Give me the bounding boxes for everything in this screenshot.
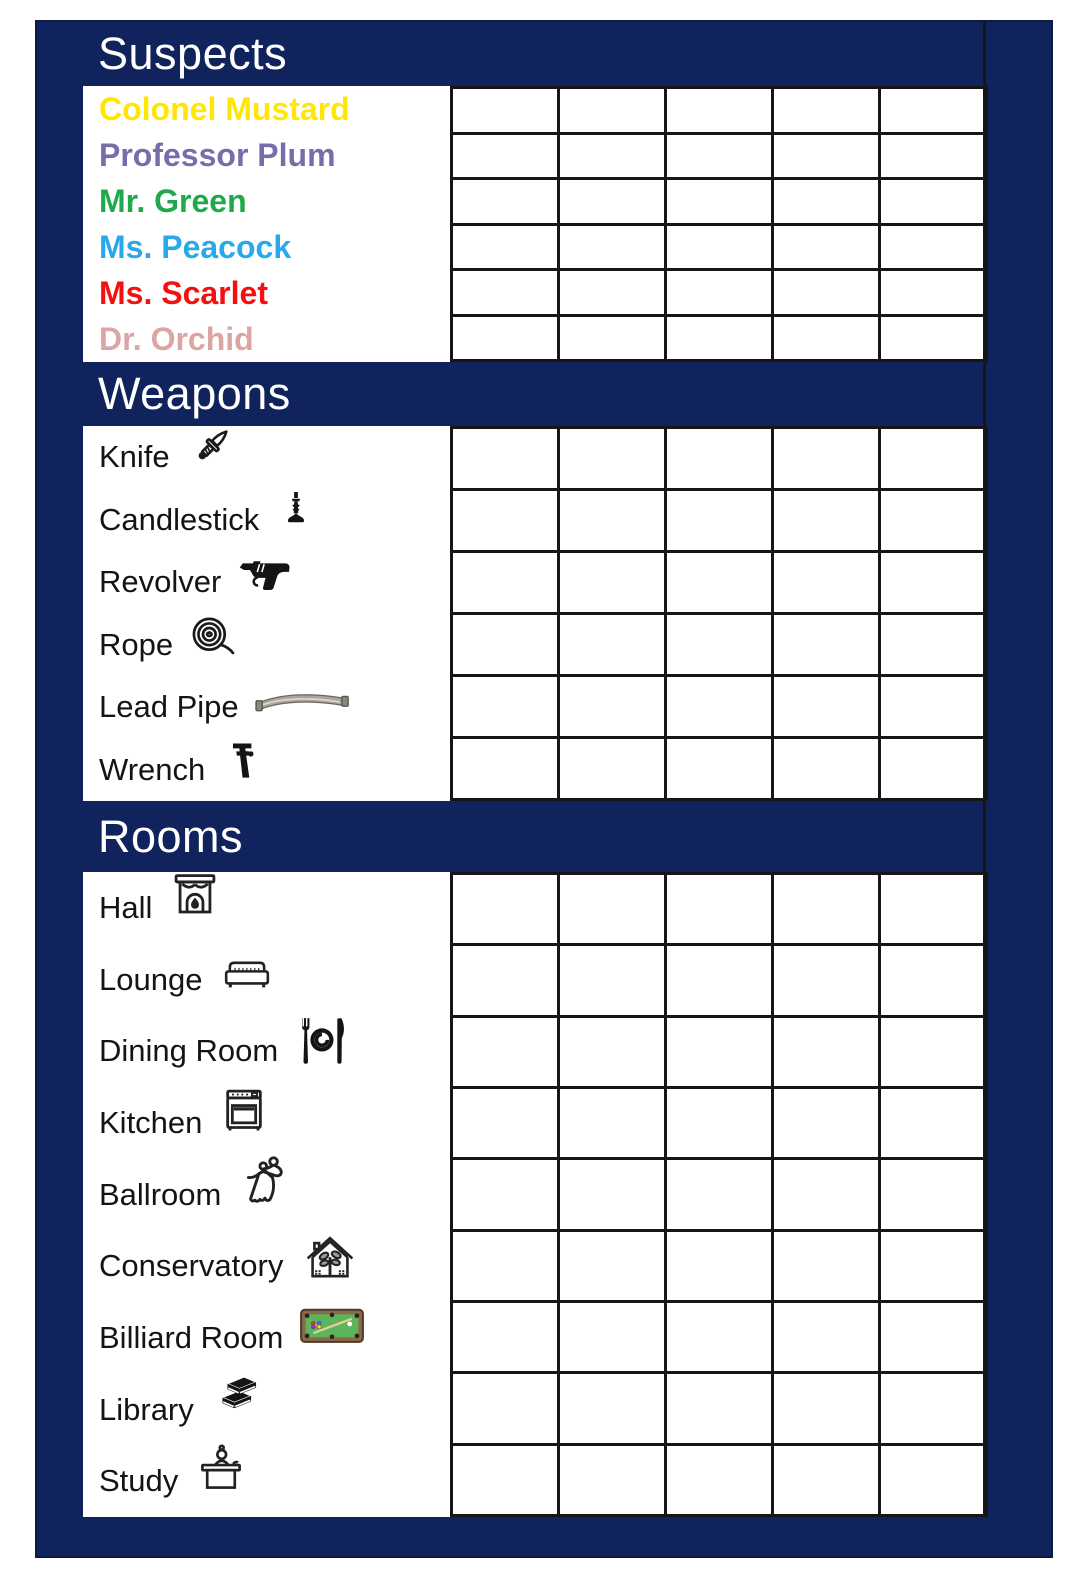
room-grid-cell[interactable] bbox=[560, 1446, 664, 1514]
room-grid-cell[interactable] bbox=[453, 946, 557, 1014]
suspect-grid-cell[interactable] bbox=[560, 271, 664, 314]
section-title: Rooms bbox=[98, 810, 244, 862]
weapon-grid-cell[interactable] bbox=[560, 491, 664, 550]
books-icon bbox=[208, 1372, 266, 1422]
dagger-icon bbox=[184, 422, 236, 474]
suspects-body bbox=[83, 86, 1051, 362]
room-grid-cell[interactable] bbox=[667, 1303, 771, 1371]
suspect-row bbox=[83, 86, 450, 132]
weapon-grid-cell[interactable] bbox=[881, 739, 985, 798]
suspect-grid-cell[interactable] bbox=[881, 135, 985, 178]
room-row bbox=[83, 1445, 450, 1517]
section-title: Weapons bbox=[98, 368, 291, 419]
weapon-label: Lead Pipe bbox=[99, 689, 239, 725]
room-label: Lounge bbox=[99, 961, 203, 997]
lead-pipe-icon bbox=[253, 685, 351, 712]
suspect-row bbox=[83, 132, 450, 178]
room-label: Ballroom bbox=[99, 1176, 222, 1212]
weapon-grid-cell[interactable] bbox=[774, 739, 878, 798]
room-grid-cell[interactable] bbox=[881, 946, 985, 1014]
weapon-grid-cell[interactable] bbox=[560, 677, 664, 736]
suspects-header bbox=[83, 22, 1051, 86]
pipe-wrench-icon bbox=[219, 736, 265, 786]
room-grid-cell[interactable] bbox=[774, 1374, 878, 1442]
room-grid-cell[interactable] bbox=[774, 1018, 878, 1086]
room-grid-cell[interactable] bbox=[453, 1160, 557, 1228]
suspect-grid-cell[interactable] bbox=[774, 317, 878, 360]
weapon-grid-cell[interactable] bbox=[560, 429, 664, 488]
room-label: Billiard Room bbox=[99, 1319, 284, 1355]
weapon-grid-cell[interactable] bbox=[560, 615, 664, 674]
rooms-labels bbox=[83, 872, 450, 1517]
suspect-grid-cell[interactable] bbox=[453, 317, 557, 360]
section-title: Suspects bbox=[98, 28, 288, 79]
suspect-grid-cell[interactable] bbox=[560, 180, 664, 223]
room-grid-cell[interactable] bbox=[774, 1446, 878, 1514]
room-label: Dining Room bbox=[99, 1033, 279, 1069]
weapon-label: Knife bbox=[99, 439, 170, 475]
rooms-grid bbox=[450, 872, 988, 1517]
weapon-grid-cell[interactable] bbox=[774, 677, 878, 736]
suspect-grid-cell[interactable] bbox=[453, 180, 557, 223]
suspect-grid-cell[interactable] bbox=[453, 89, 557, 132]
suspect-grid-cell[interactable] bbox=[881, 226, 985, 269]
room-row bbox=[83, 1159, 450, 1231]
weapon-grid-cell[interactable] bbox=[667, 553, 771, 612]
suspect-row bbox=[83, 270, 450, 316]
room-row bbox=[83, 1015, 450, 1087]
weapon-grid-cell[interactable] bbox=[667, 615, 771, 674]
weapon-grid-cell[interactable] bbox=[881, 491, 985, 550]
room-grid-cell[interactable] bbox=[774, 946, 878, 1014]
weapon-grid-cell[interactable] bbox=[774, 491, 878, 550]
room-grid-cell[interactable] bbox=[453, 875, 557, 943]
suspect-grid-cell[interactable] bbox=[667, 135, 771, 178]
weapon-grid-cell[interactable] bbox=[560, 739, 664, 798]
suspect-grid-cell[interactable] bbox=[881, 271, 985, 314]
suspect-grid-cell[interactable] bbox=[881, 317, 985, 360]
room-grid-cell[interactable] bbox=[560, 1160, 664, 1228]
sofa-icon bbox=[216, 945, 278, 989]
room-grid-cell[interactable] bbox=[667, 1446, 771, 1514]
weapon-grid-cell[interactable] bbox=[881, 677, 985, 736]
billiard-table-icon bbox=[297, 1300, 367, 1350]
suspect-label: Ms. Peacock bbox=[99, 228, 292, 265]
room-grid-cell[interactable] bbox=[667, 875, 771, 943]
weapon-label: Revolver bbox=[99, 564, 222, 600]
suspect-grid-cell[interactable] bbox=[774, 271, 878, 314]
room-grid-cell[interactable] bbox=[560, 1303, 664, 1371]
room-grid-cell[interactable] bbox=[453, 1232, 557, 1300]
rope-icon bbox=[187, 612, 239, 660]
room-grid-cell[interactable] bbox=[453, 1374, 557, 1442]
room-grid-cell[interactable] bbox=[560, 1232, 664, 1300]
room-row bbox=[83, 1374, 450, 1446]
weapon-grid-cell[interactable] bbox=[774, 429, 878, 488]
suspect-grid-cell[interactable] bbox=[667, 226, 771, 269]
weapons-header bbox=[83, 362, 1051, 426]
room-grid-cell[interactable] bbox=[881, 1089, 985, 1157]
room-row bbox=[83, 1230, 450, 1302]
suspect-grid-cell[interactable] bbox=[453, 271, 557, 314]
suspect-grid-cell[interactable] bbox=[453, 135, 557, 178]
weapons-labels bbox=[83, 426, 450, 801]
suspect-label: Dr. Orchid bbox=[99, 320, 254, 357]
suspect-grid-cell[interactable] bbox=[774, 180, 878, 223]
desk-icon bbox=[192, 1441, 250, 1495]
weapon-grid-cell[interactable] bbox=[667, 739, 771, 798]
room-grid-cell[interactable] bbox=[774, 1089, 878, 1157]
room-grid-cell[interactable] bbox=[881, 875, 985, 943]
room-grid-cell[interactable] bbox=[881, 1160, 985, 1228]
suspects-labels bbox=[83, 86, 450, 362]
suspect-grid-cell[interactable] bbox=[560, 317, 664, 360]
suspect-grid-cell[interactable] bbox=[667, 89, 771, 132]
suspects-grid bbox=[450, 86, 988, 362]
weapon-row bbox=[83, 614, 450, 677]
suspect-grid-cell[interactable] bbox=[667, 317, 771, 360]
weapon-grid-cell[interactable] bbox=[667, 491, 771, 550]
room-grid-cell[interactable] bbox=[774, 1303, 878, 1371]
weapon-grid-cell[interactable] bbox=[453, 739, 557, 798]
room-label: Library bbox=[99, 1391, 194, 1427]
room-grid-cell[interactable] bbox=[774, 875, 878, 943]
right-grid-border-line bbox=[983, 22, 986, 1515]
suspect-grid-cell[interactable] bbox=[774, 226, 878, 269]
suspect-label: Professor Plum bbox=[99, 136, 336, 173]
stove-icon bbox=[216, 1083, 272, 1137]
suspect-label: Mr. Green bbox=[99, 182, 247, 219]
fireplace-icon bbox=[166, 867, 224, 923]
weapon-label: Wrench bbox=[99, 751, 206, 787]
room-grid-cell[interactable] bbox=[881, 1446, 985, 1514]
weapon-row bbox=[83, 676, 450, 739]
suspect-row bbox=[83, 316, 450, 362]
room-row bbox=[83, 1087, 450, 1159]
room-grid-cell[interactable] bbox=[667, 946, 771, 1014]
room-grid-cell[interactable] bbox=[881, 1232, 985, 1300]
weapon-grid-cell[interactable] bbox=[774, 615, 878, 674]
room-row bbox=[83, 944, 450, 1016]
weapon-grid-cell[interactable] bbox=[881, 615, 985, 674]
weapons-section bbox=[83, 362, 1051, 801]
weapon-grid-cell[interactable] bbox=[453, 429, 557, 488]
weapon-grid-cell[interactable] bbox=[667, 677, 771, 736]
suspect-label: Colonel Mustard bbox=[99, 90, 350, 127]
room-grid-cell[interactable] bbox=[774, 1160, 878, 1228]
candlestick-icon bbox=[273, 486, 319, 536]
room-grid-cell[interactable] bbox=[667, 1160, 771, 1228]
weapon-grid-cell[interactable] bbox=[453, 553, 557, 612]
weapon-row bbox=[83, 739, 450, 802]
room-label: Study bbox=[99, 1463, 179, 1499]
room-grid-cell[interactable] bbox=[881, 1374, 985, 1442]
room-grid-cell[interactable] bbox=[560, 1374, 664, 1442]
suspect-grid-cell[interactable] bbox=[667, 180, 771, 223]
room-grid-cell[interactable] bbox=[667, 1018, 771, 1086]
room-row bbox=[83, 1302, 450, 1374]
weapon-grid-cell[interactable] bbox=[881, 429, 985, 488]
room-grid-cell[interactable] bbox=[453, 1089, 557, 1157]
weapon-grid-cell[interactable] bbox=[560, 553, 664, 612]
conservatory-icon bbox=[297, 1227, 363, 1279]
suspect-grid-cell[interactable] bbox=[667, 271, 771, 314]
weapon-grid-cell[interactable] bbox=[667, 429, 771, 488]
weapon-grid-cell[interactable] bbox=[881, 553, 985, 612]
weapons-grid bbox=[450, 426, 988, 801]
suspect-row bbox=[83, 178, 450, 224]
suspect-grid-cell[interactable] bbox=[560, 135, 664, 178]
room-grid-cell[interactable] bbox=[881, 1303, 985, 1371]
dining-icon bbox=[292, 1012, 350, 1064]
room-grid-cell[interactable] bbox=[453, 1018, 557, 1086]
suspect-grid-cell[interactable] bbox=[560, 89, 664, 132]
revolver-icon bbox=[235, 550, 297, 596]
room-grid-cell[interactable] bbox=[667, 1374, 771, 1442]
room-label: Conservatory bbox=[99, 1248, 284, 1284]
weapon-row bbox=[83, 489, 450, 552]
weapon-grid-cell[interactable] bbox=[774, 553, 878, 612]
room-grid-cell[interactable] bbox=[560, 1089, 664, 1157]
suspect-grid-cell[interactable] bbox=[453, 226, 557, 269]
room-grid-cell[interactable] bbox=[560, 875, 664, 943]
weapon-label: Rope bbox=[99, 626, 174, 662]
room-grid-cell[interactable] bbox=[560, 1018, 664, 1086]
dancers-icon bbox=[235, 1153, 297, 1211]
room-grid-cell[interactable] bbox=[453, 1303, 557, 1371]
weapon-grid-cell[interactable] bbox=[453, 615, 557, 674]
room-label: Kitchen bbox=[99, 1104, 203, 1140]
room-grid-cell[interactable] bbox=[881, 1018, 985, 1086]
room-row bbox=[83, 872, 450, 944]
suspect-row bbox=[83, 224, 450, 270]
suspect-label: Ms. Scarlet bbox=[99, 274, 268, 311]
weapons-body bbox=[83, 426, 1051, 801]
weapon-label: Candlestick bbox=[99, 501, 260, 537]
rooms-body bbox=[83, 872, 1051, 1517]
weapon-row bbox=[83, 551, 450, 614]
weapon-row bbox=[83, 426, 450, 489]
detective-notes-sheet bbox=[35, 20, 1053, 1558]
rooms-header bbox=[83, 801, 1051, 872]
rooms-section bbox=[83, 801, 1051, 1517]
room-grid-cell[interactable] bbox=[560, 946, 664, 1014]
suspect-grid-cell[interactable] bbox=[774, 135, 878, 178]
suspect-grid-cell[interactable] bbox=[774, 89, 878, 132]
weapon-grid-cell[interactable] bbox=[453, 491, 557, 550]
room-label: Hall bbox=[99, 889, 153, 925]
room-grid-cell[interactable] bbox=[453, 1446, 557, 1514]
suspect-grid-cell[interactable] bbox=[560, 226, 664, 269]
room-grid-cell[interactable] bbox=[774, 1232, 878, 1300]
weapon-grid-cell[interactable] bbox=[453, 677, 557, 736]
suspect-grid-cell[interactable] bbox=[881, 180, 985, 223]
suspect-grid-cell[interactable] bbox=[881, 89, 985, 132]
suspects-section bbox=[83, 22, 1051, 362]
room-grid-cell[interactable] bbox=[667, 1089, 771, 1157]
room-grid-cell[interactable] bbox=[667, 1232, 771, 1300]
